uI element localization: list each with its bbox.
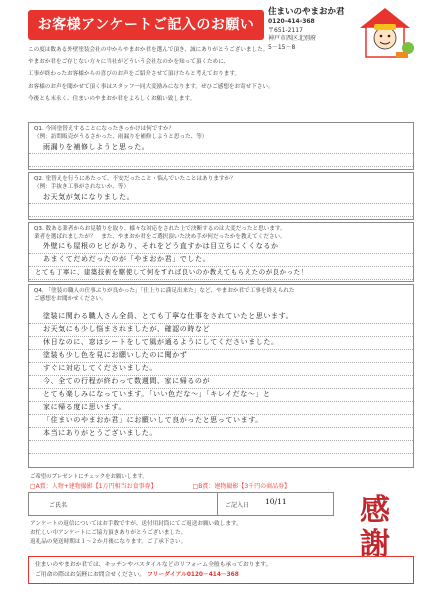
intro-line: お客様のお声を聞かせて頂く事はスタッフ一同大変励みになります。ぜひご感想をお寄せ下さい。 <box>28 83 274 90</box>
question-1-box <box>28 122 414 170</box>
reform-notice <box>28 556 414 584</box>
answer-line: 「住まいのやまおか君」にお願いして良かったと思っています。 <box>43 416 263 424</box>
answer-line: すぐに対応してくださいました。 <box>43 364 157 372</box>
name-date-box <box>28 492 334 516</box>
answer-line: とても楽しみになっています。「いい色だな〜」「キレイだな〜」と <box>43 390 271 398</box>
question-2 <box>29 173 413 191</box>
note-line: 返礼品の発送時期は１～２か月後になります。ご了承下さい。 <box>30 539 187 545</box>
answer-line: 塗装も少し色を見にお願いしたのに聞かず <box>43 351 188 359</box>
notice-text: ご用命の際はお気軽にお問合せください。 <box>35 572 146 578</box>
answer-area <box>29 191 413 217</box>
intro-line: この度は数ある外壁塗装会社の中からやまおか君を選んで頂き、誠にありがとうございました。 <box>28 47 269 53</box>
question-example: （例：手抜き工事がされないか、等） <box>34 184 130 190</box>
free-dial: フリーダイアル0120－414－368 <box>147 572 239 578</box>
notice-line <box>35 570 407 580</box>
mascot-icon <box>352 2 418 62</box>
question-text: Q3. 数ある業者からお見積りを取り、様々な対応をされた上で決断するのは大変だったと思います。 <box>34 226 286 232</box>
date-value: 10/11 <box>265 497 287 506</box>
question-text: Q4. 「塗装の職人の仕事ぶりが良かった」「仕上りに満足出来た」など、やまおか君で工事を終えられた <box>34 288 295 294</box>
answer-area <box>29 241 413 280</box>
note-line: お忙しい中アンケートにご協力頂きありがとうございました。 <box>30 530 187 536</box>
intro-line: やまおか君をご存じない方々に当社がどういう会社なのかを知って頂くために、 <box>28 59 230 66</box>
intro-text <box>28 44 328 105</box>
answer-line: 雨漏りを補修しようと思った。 <box>43 143 150 151</box>
thanks-char: 感 <box>360 493 390 528</box>
question-3 <box>29 223 413 241</box>
question-text: Q2. 塗替えを行うにあたって、不安だったこと・悩んでいたことはありますか？ <box>34 176 236 182</box>
note-line: アンケートの返信についてはお手数ですが、送付用封筒にてご返送お願い致します。 <box>30 521 242 527</box>
page-title: お客様アンケートご記入のお願い <box>28 10 264 40</box>
option-b-checkbox[interactable]: □B賞：建物撮影【3千円の商品券】 <box>192 483 291 490</box>
answer-line: お天気にも少し悩まされましたが、確認の時など <box>43 325 211 333</box>
notice-line: 住まいのやまおか君では、キッチンやバスタイルなどのリフォーム全般も承っております。 <box>35 562 272 568</box>
shop-name: 住まいのやまおか君 <box>268 7 345 17</box>
answer-line: 外壁にも屋根のヒビがあり、それをどう直すかは目立ちにくくなるか <box>43 242 279 250</box>
answer-line: 塗装に関わる職人さん全員、とても丁寧な仕事をされていたと思います。 <box>43 312 294 320</box>
question-text: ご感想をお聞かせください。 <box>34 296 107 302</box>
answer-line: とても丁寧に、建築技術を駆使して何をすれば良いのか教えてもらえたのが良かった！ <box>35 268 308 276</box>
question-1 <box>29 123 413 141</box>
answer-line: 本当にありがとうございました。 <box>43 429 157 437</box>
question-text: 業者を選ばれましたが？ また、やまおか君をご選択頂いた決め手が何だったかを教えてください。 <box>34 234 286 240</box>
name-label: ご氏名 <box>49 502 68 509</box>
answer-line: 休日なのに、窓はシートをして風が通るようにしてくださいました。 <box>43 338 279 346</box>
shop-tel: 0120-414-368 <box>268 18 315 25</box>
question-3-box <box>28 222 414 282</box>
question-example: （例：訪問販売がうるさかった、雨漏りを補修しようと思った、等） <box>34 134 208 140</box>
intro-line: 今後とも末永く、住まいのやまおか君をよろしくお願い致します。 <box>28 95 196 102</box>
thanks-char: 謝 <box>360 527 390 562</box>
shop-postal: 〒651-2117 <box>268 26 303 34</box>
intro-line: 工事が終わったお客様からの喜びのお声をご紹介させて頂けたらと考えております。 <box>28 71 241 78</box>
answer-area <box>29 141 413 167</box>
present-options <box>30 481 350 490</box>
question-4-box <box>28 284 414 468</box>
answer-line: あまくてだめだったのが「やまおか君」でした。 <box>43 255 211 263</box>
return-notes <box>30 520 330 547</box>
answer-area <box>29 311 413 454</box>
answer-line: 今、全ての行程が終わって数週間、家に帰るのが <box>43 377 211 385</box>
option-a-checkbox[interactable]: □A賞：人物+建物撮影【1万円相当お食事券】 <box>30 483 157 490</box>
question-4 <box>29 285 413 303</box>
present-note: ご希望のプレゼントにチェックをお願いします。 <box>30 474 148 480</box>
answer-line: 家に帰る度に思います。 <box>43 403 127 411</box>
shop-address: 神戸市西区北別府 <box>268 35 317 43</box>
shop-address2: 5－15－8 <box>268 43 296 51</box>
question-text: Q1. 今回塗替えすることになったきっかけは何ですか？ <box>34 126 175 132</box>
question-2-box <box>28 172 414 220</box>
thanks-calligraphy <box>352 494 398 562</box>
date-label: ご記入日 <box>225 502 250 509</box>
answer-line: お天気が気になりました。 <box>43 193 135 201</box>
